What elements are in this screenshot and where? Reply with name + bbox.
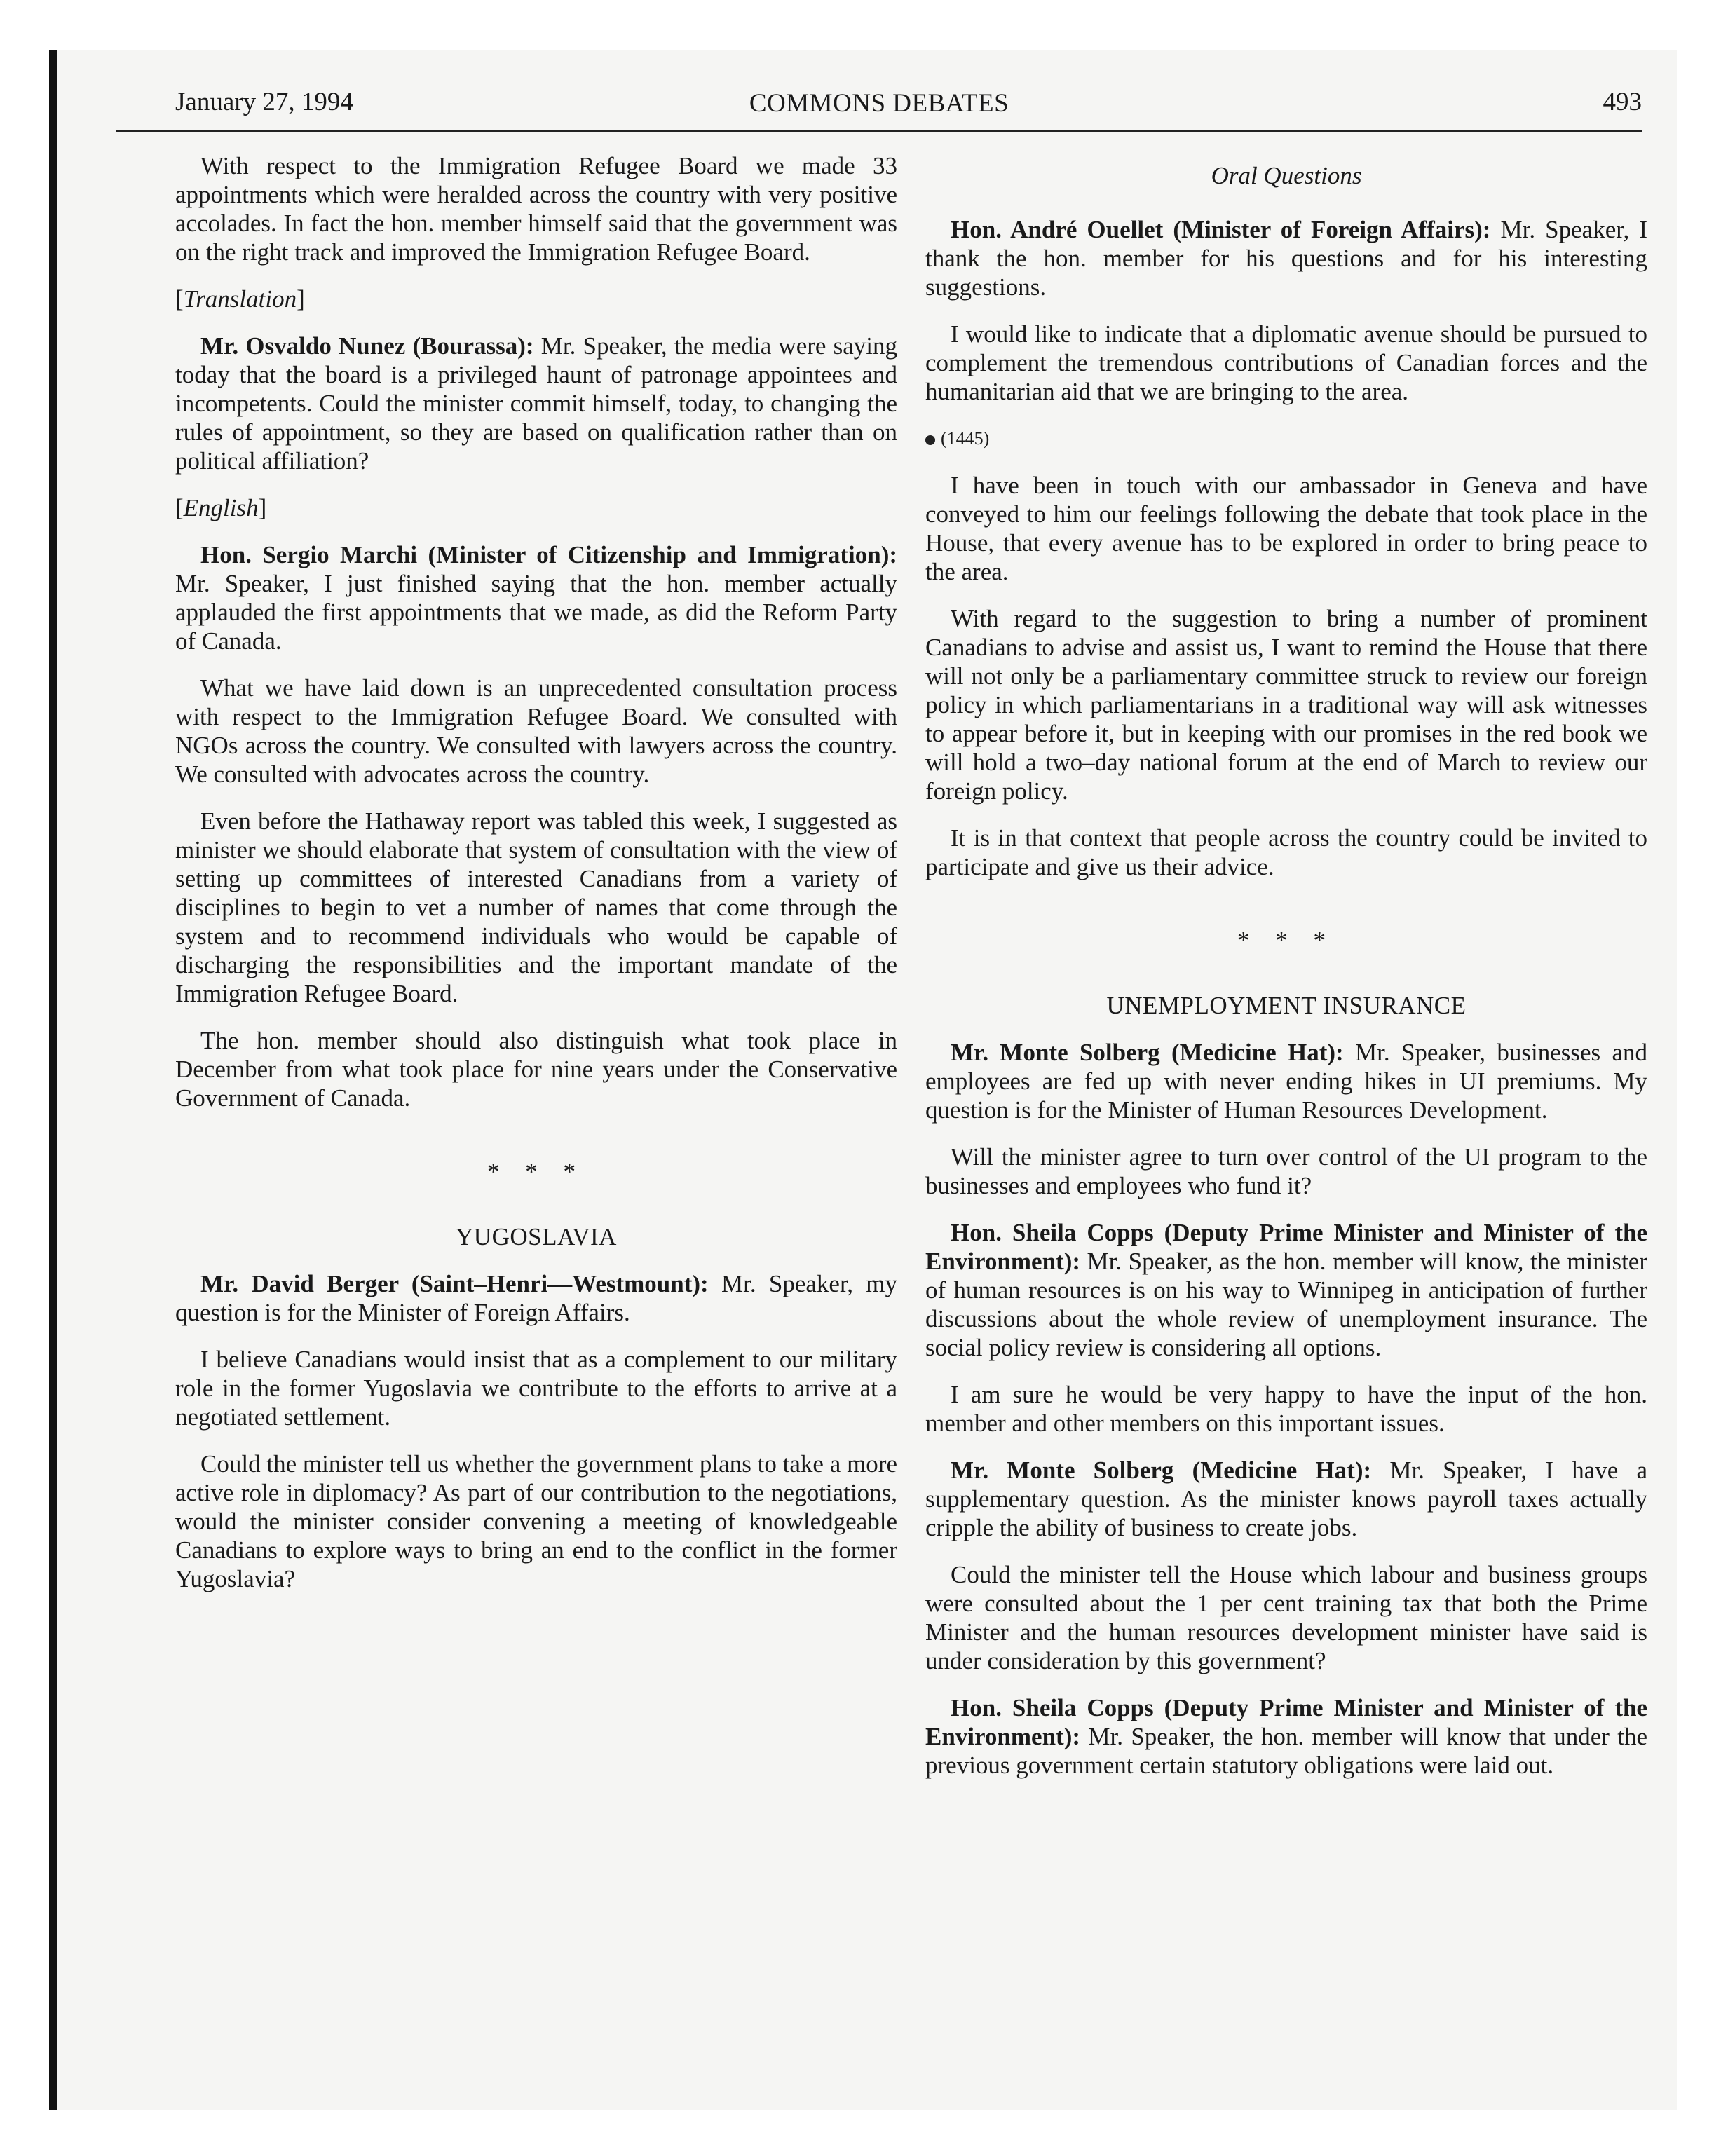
section-separator: * * *	[487, 1158, 585, 1185]
english-label: English	[183, 494, 259, 521]
paragraph	[925, 1456, 1647, 1542]
paragraph	[175, 332, 897, 475]
page-number: 493	[1603, 88, 1642, 116]
speaker-name: Mr. Monte Solberg (Medicine Hat):	[951, 1039, 1344, 1066]
speaker-name: Mr. Monte Solberg (Medicine Hat):	[951, 1456, 1372, 1484]
paragraph	[175, 540, 897, 655]
paragraph: I have been in touch with our ambassador in Geneva and have conveyed to him our feelings following the debate that took place in the House, that every avenue has to be explored in order to bring peace to the area.	[925, 472, 1647, 585]
speech-text: Mr. Speaker, the hon. member will know that under the previous government certain statutory obligations were laid out.	[925, 1723, 1647, 1779]
paragraph: Even before the Hathaway report was tabled this week, I suggested as minister we should elaborate that system of consultation with the view of setting up committees of interested Canadians from a variety of disciplines to begin to vet a number of names that come through the system and to recommend individuals who would be capable of discharging the responsibilities and the important mandate of the Immigration Refugee Board.	[175, 807, 897, 1007]
paragraph: Could the minister tell us whether the government plans to take a more active role in diplomacy? As part of our contribution to the negotiations, would the minister consider convening a meeting of knowledgeable Canadians to explore ways to bring an end to the conflict in the former Yugoslavia?	[175, 1450, 897, 1592]
speaker-name: Hon. André Ouellet (Minister of Foreign Affairs):	[951, 216, 1491, 243]
timestamp-text: (1445)	[941, 428, 990, 449]
section-separator: * * *	[1237, 927, 1335, 954]
section-heading: UNEMPLOYMENT INSURANCE	[1106, 992, 1467, 1019]
translation-label: Translation	[183, 285, 297, 313]
speech-text: Mr. Speaker, as the hon. member will know, the minister of human resources is on his way to Winnipeg in anticipation of further discussions about the whole review of unemployment insurance. The social policy review is considering all options.	[925, 1248, 1647, 1361]
paragraph: With regard to the suggestion to bring a number of prominent Canadians to advise and assist us, I want to remind the House that there will not only be a parliamentary committee struck to review our foreign policy in which parliamentarians in a traditional way will ask witnesses to appear before it, but in keeping with our promises in the red book we will hold a two–day national forum at the end of March to review our foreign policy.	[925, 605, 1647, 805]
speech-text: Mr. Speaker, my question is for the Minister of Foreign Affairs.	[175, 1270, 897, 1326]
paragraph: I believe Canadians would insist that as a complement to our military role in the former Yugoslavia we contribute to the efforts to arrive at a negotiated settlement.	[175, 1346, 897, 1431]
paragraph: It is in that context that people across the country could be invited to participate and give us their advice.	[925, 824, 1647, 880]
bullet-icon	[925, 435, 935, 445]
paragraph: I would like to indicate that a diplomatic avenue should be pursued to complement the tremendous contributions of Canadian forces and the humanitarian aid that we are bringing to the area.	[925, 320, 1647, 405]
speech-text: Mr. Speaker, businesses and employees are fed up with never ending hikes in UI premiums. My question is for the Minister of Human Resources Development.	[925, 1039, 1647, 1124]
scan-edge	[49, 50, 57, 2110]
speaker-name: Mr. Osvaldo Nunez (Bourassa):	[200, 332, 534, 360]
timestamp	[925, 424, 1647, 453]
paragraph: Could the minister tell the House which labour and business groups were consulted about the 1 per cent training tax that both the Prime Minister and the human resources development minister have said is under consideration by this government?	[925, 1561, 1647, 1674]
paragraph	[925, 1038, 1647, 1124]
speech-text: Mr. Speaker, I thank the hon. member for his questions and for his interesting suggestions.	[925, 216, 1647, 301]
language-note: [Translation]	[175, 285, 305, 313]
left-column	[175, 151, 897, 1611]
speaker-name: Hon. Sergio Marchi (Minister of Citizenship and Immigration):	[200, 541, 897, 568]
paragraph: Will the minister agree to turn over control of the UI program to the businesses and employees who fund it?	[925, 1143, 1647, 1199]
paragraph: What we have laid down is an unprecedented consultation process with respect to the Immigration Refugee Board. We consulted with NGOs across the country. We consulted with lawyers across the country. We consulted with advocates across the country.	[175, 674, 897, 788]
paragraph: I am sure he would be very happy to have the input of the hon. member and other members on this important issues.	[925, 1381, 1647, 1437]
speaker-name: Hon. Sheila Copps (Deputy Prime Minister and Minister of the Environment):	[925, 1219, 1647, 1275]
paragraph	[925, 1218, 1647, 1362]
speech-text: Mr. Speaker, I have a supplementary question. As the minister knows payroll taxes actually cripple the ability of business to create jobs.	[925, 1456, 1647, 1541]
speaker-name: Hon. Sheila Copps (Deputy Prime Minister and Minister of the Environment):	[925, 1694, 1647, 1750]
speech-text: Mr. Speaker, the media were saying today that the board is a privileged haunt of patronage appointees and incompetents. Could the minister commit himself, today, to changing the rules of appointment, so they are based on qualification rather than on political affiliation?	[175, 332, 898, 475]
speech-text: Mr. Speaker, I just finished saying that the hon. member actually applauded the first appointments that we made, as did the Reform Party of Canada.	[175, 570, 897, 655]
header-date: January 27, 1994	[175, 88, 353, 116]
speaker-name: Mr. David Berger (Saint–Henri—Westmount):	[200, 1270, 709, 1297]
paragraph	[175, 1269, 897, 1327]
language-note: [English]	[175, 494, 267, 521]
page-header	[116, 81, 1642, 132]
section-heading: YUGOSLAVIA	[456, 1223, 617, 1250]
section-label: Oral Questions	[1211, 162, 1362, 189]
header-title: COMMONS DEBATES	[749, 89, 1009, 118]
paragraph: With respect to the Immigration Refugee Board we made 33 appointments which were heralded across the country with very positive accolades. In fact the hon. member himself said that the government was on the right track and improved the Immigration Refugee Board.	[175, 152, 897, 266]
paragraph: The hon. member should also distinguish what took place in December from what took place for nine years under the Conservative Government of Canada.	[175, 1027, 897, 1112]
right-column	[925, 161, 1647, 1798]
paragraph	[925, 215, 1647, 301]
paragraph	[925, 1693, 1647, 1780]
